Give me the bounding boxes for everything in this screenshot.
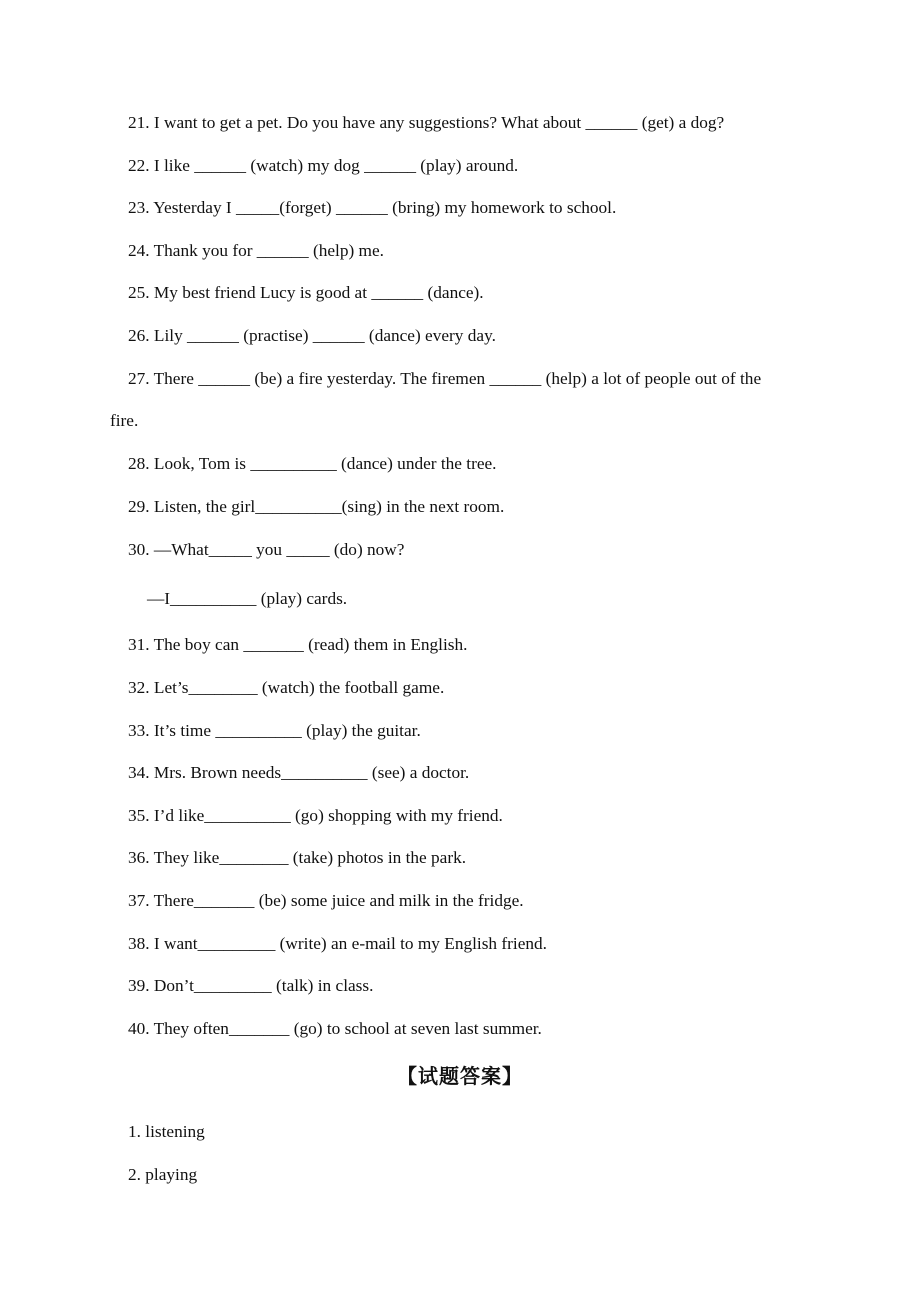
question-28: 28. Look, Tom is __________ (dance) under the tree. [128,454,497,473]
question-27-continuation: fire. [110,411,139,430]
question-25: 25. My best friend Lucy is good at ______ (dance). [128,283,484,302]
question-23: 23. Yesterday I _____(forget) ______ (bring) my homework to school. [128,198,617,217]
question-38: 38. I want_________ (write) an e-mail to my English friend. [128,934,547,953]
question-40: 40. They often_______ (go) to school at seven last summer. [128,1019,542,1038]
question-29: 29. Listen, the girl__________(sing) in the next room. [128,497,505,516]
answer-2: 2. playing [128,1165,198,1184]
question-30-response: —I__________ (play) cards. [147,589,348,608]
answers-heading: 【试题答案】 [397,1064,523,1088]
question-34: 34. Mrs. Brown needs__________ (see) a doctor. [128,763,470,782]
question-36: 36. They like________ (take) photos in the park. [128,848,467,867]
question-27: 27. There ______ (be) a fire yesterday. The firemen ______ (help) a lot of people out of the [128,369,762,388]
question-31: 31. The boy can _______ (read) them in English. [128,635,468,654]
question-24: 24. Thank you for ______ (help) me. [128,241,384,260]
question-32: 32. Let’s________ (watch) the football game. [128,678,445,697]
question-37: 37. There_______ (be) some juice and milk in the fridge. [128,891,524,910]
question-39: 39. Don’t_________ (talk) in class. [128,976,374,995]
question-33: 33. It’s time __________ (play) the guitar. [128,721,421,740]
question-21: 21. I want to get a pet. Do you have any suggestions? What about ______ (get) a dog? [128,113,725,132]
answer-1: 1. listening [128,1122,205,1141]
question-35: 35. I’d like__________ (go) shopping with my friend. [128,806,503,825]
question-22: 22. I like ______ (watch) my dog ______ (play) around. [128,156,519,175]
question-30: 30. —What_____ you _____ (do) now? [128,540,405,559]
question-26: 26. Lily ______ (practise) ______ (dance) every day. [128,326,496,345]
